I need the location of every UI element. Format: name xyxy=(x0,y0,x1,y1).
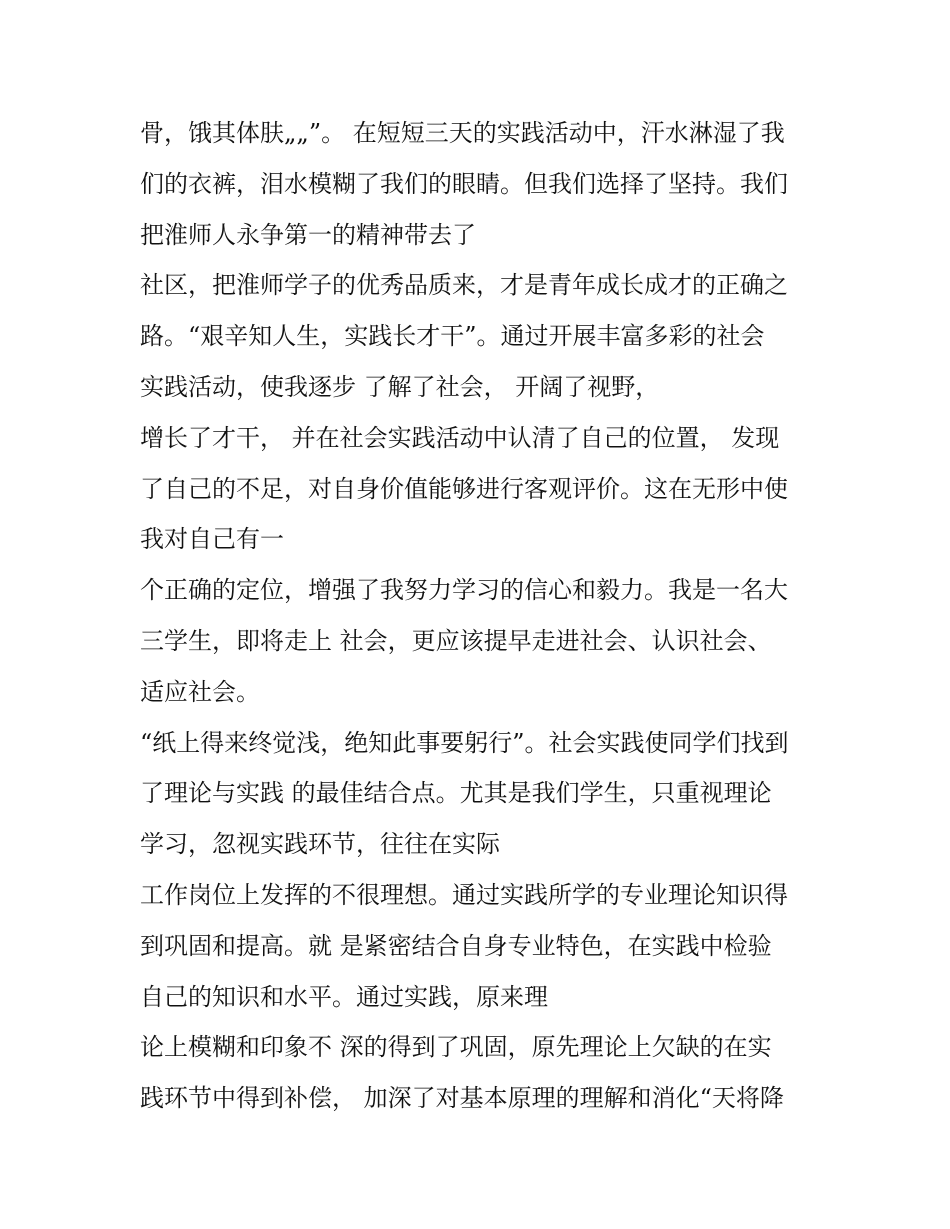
text-line-7: 增长了才干， 并在社会实践活动中认清了自己的位置， 发现 xyxy=(140,423,780,452)
text-line-17: 到巩固和提高。就 是紧密结合自身专业特色，在实践中检验 xyxy=(140,931,772,960)
text-line-20: 践环节中得到补偿， 加深了对基本原理的理解和消化“天将降 xyxy=(140,1084,784,1113)
text-line-15: 学习，忽视实践环节，往往在实际 xyxy=(140,830,500,859)
text-line-10: 个正确的定位，增强了我努力学习的信心和毅力。我是一名大 xyxy=(140,576,788,605)
text-line-16: 工作岗位上发挥的不很理想。通过实践所学的专业理论知识得 xyxy=(140,880,788,909)
text-line-6: 实践活动，使我逐步 了解了社会， 开阔了视野， xyxy=(140,372,660,401)
text-line-18: 自己的知识和水平。通过实践，原来理 xyxy=(140,982,548,1011)
text-line-1: 骨，饿其体肤„„”。 在短短三天的实践活动中，汗水淋湿了我 xyxy=(140,119,785,147)
text-line-14: 了理论与实践 的最佳结合点。尤其是我们学生，只重视理论 xyxy=(140,779,772,808)
text-line-3: 把淮师人永争第一的精神带去了 xyxy=(140,220,476,249)
text-line-19: 论上模糊和印象不 深的得到了巩固，原先理论上欠缺的在实 xyxy=(140,1033,772,1062)
text-line-5: 路。“艰辛知人生，实践长才干”。通过开展丰富多彩的社会 xyxy=(140,322,765,351)
text-line-2: 们的衣裤，泪水模糊了我们的眼睛。但我们选择了坚持。我们 xyxy=(140,169,788,198)
text-line-4: 社区，把淮师学子的优秀品质来，才是青年成长成才的正确之 xyxy=(140,271,788,300)
text-line-11: 三学生，即将走上 社会，更应该提早走进社会、认识社会、 xyxy=(140,626,772,655)
text-line-8: 了自己的不足，对自身价值能够进行客观评价。这在无形中使 xyxy=(140,474,788,503)
text-line-12: 适应社会。 xyxy=(140,677,260,706)
body-text xyxy=(140,108,830,1124)
text-line-9: 我对自己有一 xyxy=(140,525,284,554)
text-line-13: “纸上得来终觉浅，绝知此事要躬行”。社会实践使同学们找到 xyxy=(140,728,789,757)
